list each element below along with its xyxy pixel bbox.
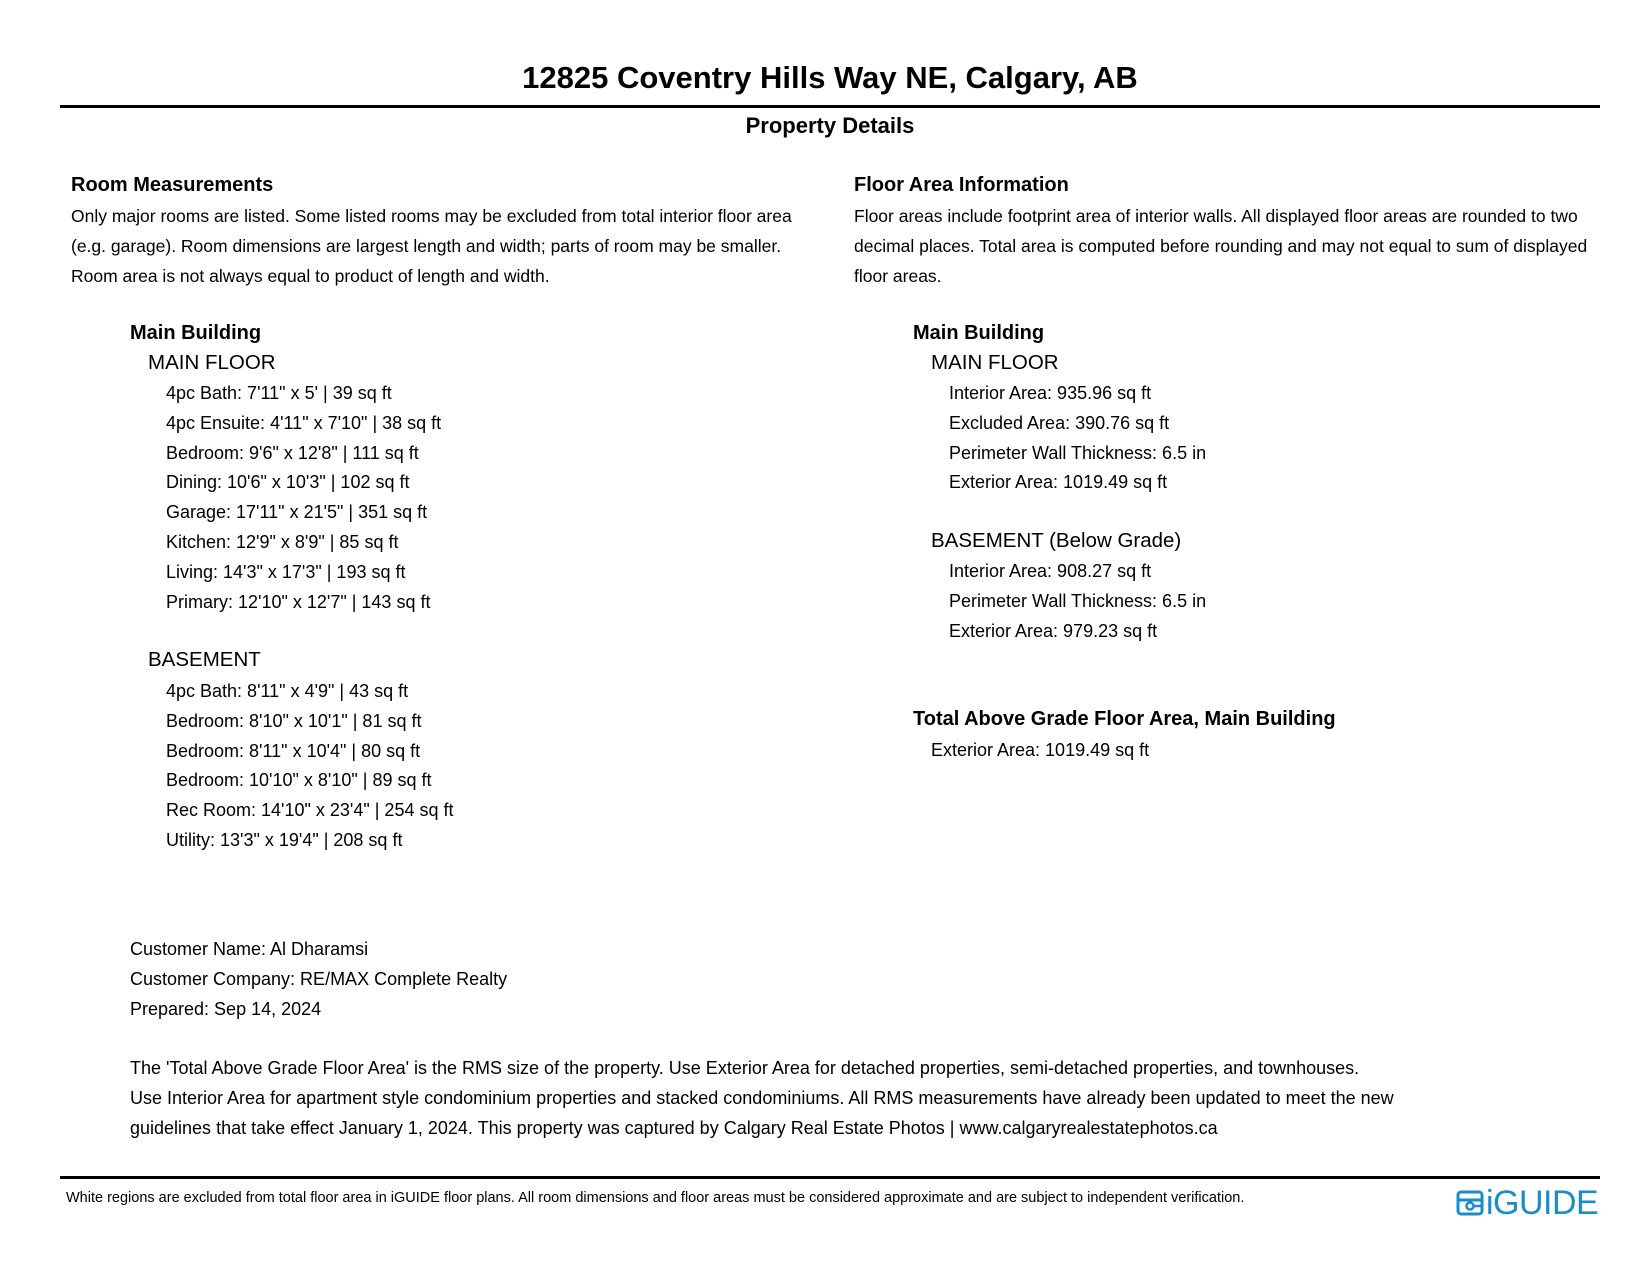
header-divider <box>60 105 1600 108</box>
area-row: Exterior Area: 979.23 sq ft <box>949 620 1158 641</box>
area-row: Interior Area: 935.96 sq ft <box>949 383 1152 403</box>
room-floor-heading: MAIN FLOOR <box>148 351 276 374</box>
basement-area-list <box>949 557 1206 646</box>
area-row: Perimeter Wall Thickness: 6.5 in <box>949 442 1207 463</box>
description-line: Room area is not always equal to product of length and width. <box>71 266 550 286</box>
logo-text: iGUIDE <box>1486 1184 1599 1222</box>
total-area-value: Exterior Area: 1019.49 sq ft <box>931 740 1150 760</box>
total-area-heading: Total Above Grade Floor Area, Main Building <box>913 708 1336 730</box>
description-line: decimal places. Total area is computed before rounding and may not equal to sum of displayed <box>854 236 1588 256</box>
room-row: Bedroom: 9'6" x 12'8" | 111 sq ft <box>166 442 419 463</box>
room-measurements-heading: Room Measurements <box>71 174 274 196</box>
area-row: Excluded Area: 390.76 sq ft <box>949 412 1170 433</box>
customer-company: Customer Company: RE/MAX Complete Realty <box>130 968 508 989</box>
room-row: Utility: 13'3" x 19'4" | 208 sq ft <box>166 829 403 850</box>
room-row: Bedroom: 8'10" x 10'1" | 81 sq ft <box>166 710 422 731</box>
room-row: Bedroom: 8'11" x 10'4" | 80 sq ft <box>166 740 421 761</box>
room-row: 4pc Bath: 7'11" x 5' | 39 sq ft <box>166 383 392 403</box>
room-row: Primary: 12'10" x 12'7" | 143 sq ft <box>166 591 431 612</box>
room-row: 4pc Bath: 8'11" x 4'9" | 43 sq ft <box>166 681 409 701</box>
disclaimer-line: Use Interior Area for apartment style condominium properties and stacked condominiums. All RMS measurements have already been updated to meet the new <box>130 1087 1394 1108</box>
room-row: Bedroom: 10'10" x 8'10" | 89 sq ft <box>166 770 432 791</box>
iguide-logo <box>1456 1186 1598 1220</box>
page-subtitle: Property Details <box>745 113 915 138</box>
area-floor-heading: BASEMENT (Below Grade) <box>931 529 1182 552</box>
main-floor-area-list <box>949 379 1206 498</box>
main-floor-room-list <box>166 379 441 617</box>
description-line: Floor areas include footprint area of interior walls. All displayed floor areas are rounded to two <box>854 206 1578 226</box>
disclaimer-line: guidelines that take effect January 1, 2024. This property was captured by Calgary Real Estate Photos | www.calgaryrealestatephotos.ca <box>130 1117 1218 1138</box>
footer-divider <box>60 1176 1600 1179</box>
room-row: Kitchen: 12'9" x 8'9" | 85 sq ft <box>166 531 399 552</box>
area-floor-heading: MAIN FLOOR <box>931 351 1059 374</box>
room-row: Living: 14'3" x 17'3" | 193 sq ft <box>166 561 406 582</box>
description-line: Only major rooms are listed. Some listed rooms may be excluded from total interior floor area <box>71 206 792 226</box>
disclaimer-line: The 'Total Above Grade Floor Area' is the RMS size of the property. Use Exterior Area for detached properties, semi-detached properties, and townhouses. <box>130 1058 1360 1078</box>
room-row: Rec Room: 14'10" x 23'4" | 254 sq ft <box>166 800 454 821</box>
area-row: Perimeter Wall Thickness: 6.5 in <box>949 590 1207 611</box>
room-row: Garage: 17'11" x 21'5" | 351 sq ft <box>166 502 428 523</box>
room-row: 4pc Ensuite: 4'11" x 7'10" | 38 sq ft <box>166 412 442 433</box>
prepared-date: Prepared: Sep 14, 2024 <box>130 998 322 1019</box>
description-line: floor areas. <box>854 266 942 286</box>
basement-room-list <box>166 677 453 856</box>
customer-info <box>130 935 507 1024</box>
floor-area-description <box>854 201 1634 291</box>
camera-box-icon <box>1456 1189 1484 1217</box>
footer-note: White regions are excluded from total floor area in iGUIDE floor plans. All room dimensions and floor areas must be considered approximate and are subject to independent verification. <box>66 1190 1245 1206</box>
floor-area-heading: Floor Area Information <box>854 174 1069 196</box>
area-row: Exterior Area: 1019.49 sq ft <box>949 472 1168 493</box>
page-title: 12825 Coventry Hills Way NE, Calgary, AB <box>522 60 1138 95</box>
area-building-heading: Main Building <box>913 322 1045 344</box>
description-line: (e.g. garage). Room dimensions are largest length and width; parts of room may be smaller. <box>71 236 782 256</box>
area-row: Interior Area: 908.27 sq ft <box>949 561 1152 581</box>
room-row: Dining: 10'6" x 10'3" | 102 sq ft <box>166 472 410 493</box>
customer-name: Customer Name: Al Dharamsi <box>130 939 369 959</box>
room-measurements-description <box>71 201 851 291</box>
rms-disclaimer <box>130 1054 1394 1143</box>
room-building-heading: Main Building <box>130 322 262 344</box>
room-floor-heading: BASEMENT <box>148 648 261 671</box>
